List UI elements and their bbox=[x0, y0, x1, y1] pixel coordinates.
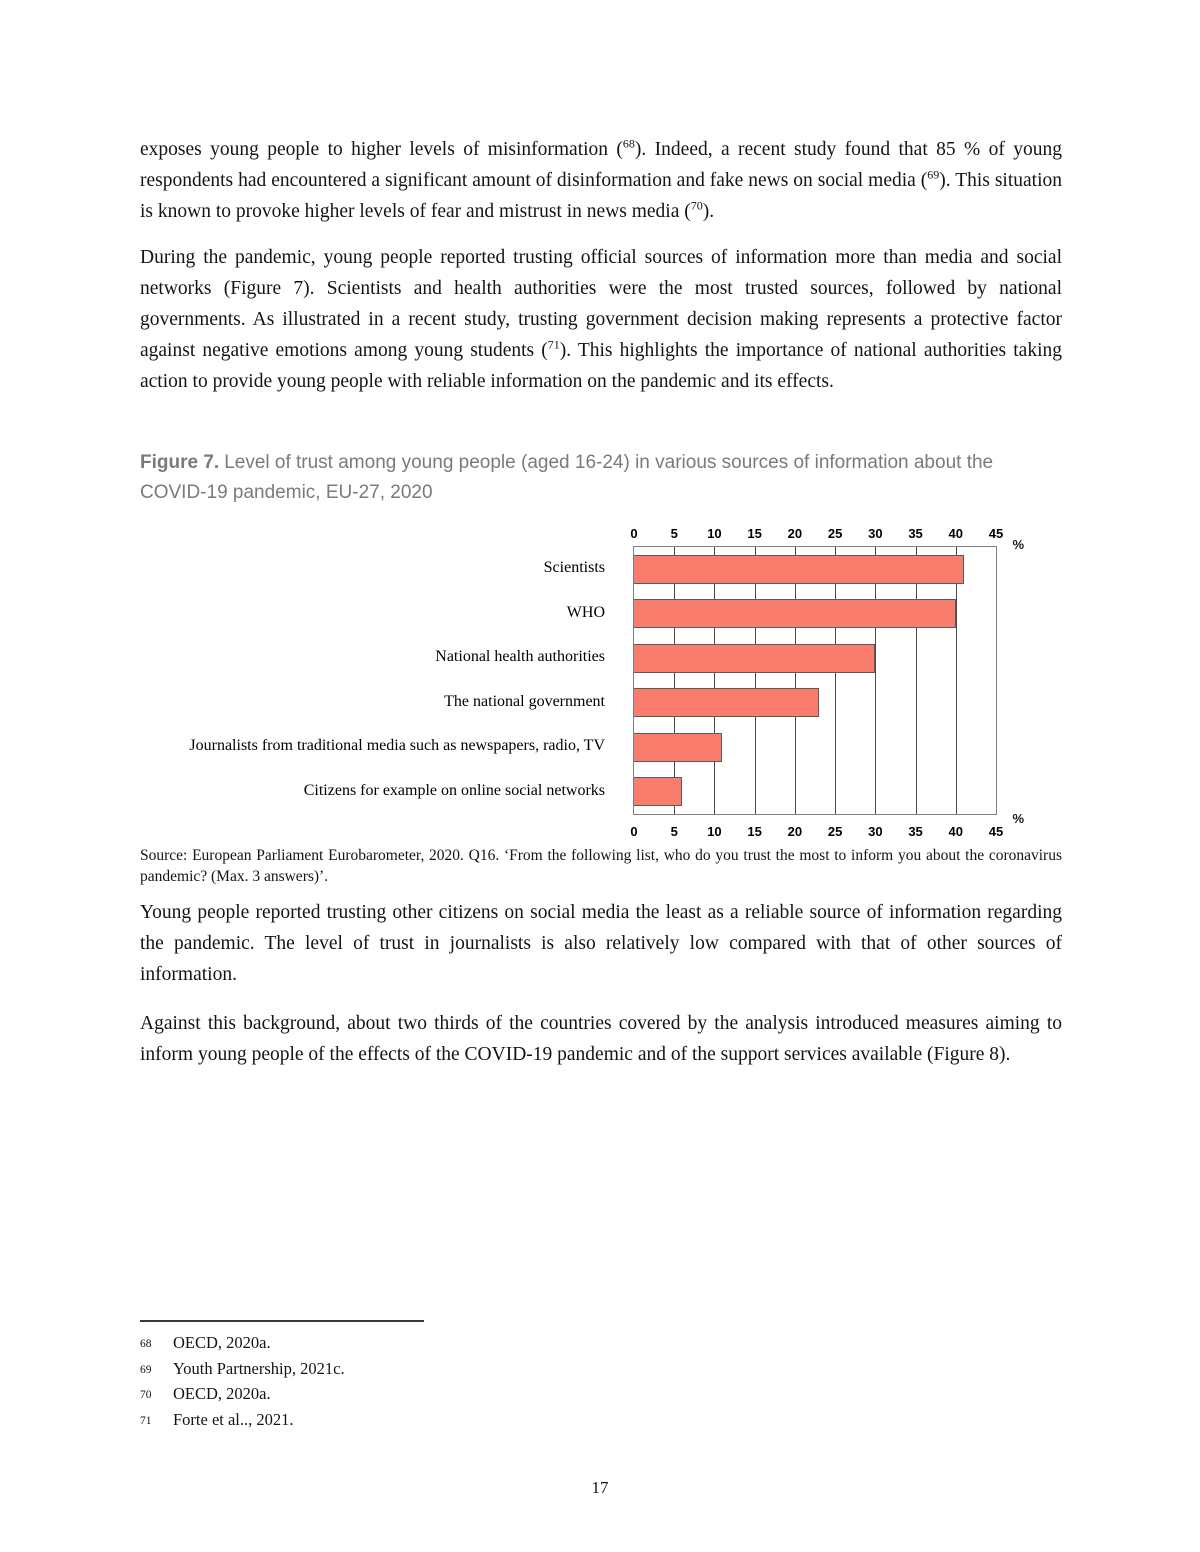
footnote-divider bbox=[140, 1320, 424, 1322]
source-note: Source: European Parliament Eurobarometer, 2020. Q16. ‘From the following list, who do you trust the most to inform you about the coronavirus pandemic? (Max. 3 answers)’. bbox=[140, 847, 1062, 885]
figure-label: Figure 7. bbox=[140, 452, 220, 473]
figure-caption bbox=[140, 448, 1062, 508]
category-label: Citizens for example on online social networks bbox=[303, 781, 605, 799]
x-tick-label: 20 bbox=[787, 526, 803, 541]
x-tick-label: 20 bbox=[787, 824, 803, 839]
x-tick-label: 5 bbox=[670, 824, 678, 839]
x-tick-label: 15 bbox=[747, 824, 762, 839]
category-label: National health authorities bbox=[435, 648, 605, 666]
x-axis-bottom bbox=[630, 815, 1004, 847]
gridline bbox=[916, 547, 917, 814]
footnotes bbox=[140, 1331, 740, 1433]
category-axis bbox=[140, 512, 633, 847]
page-number: 17 bbox=[591, 1478, 609, 1497]
footnote-reference: 70 bbox=[690, 198, 703, 213]
paragraph-misinformation: exposes young people to higher levels of misinformation ($^{68}$). Indeed, a recent study found that 85 % of young respondents had encountered a significant amount of disinformation and fake news on social media ($^{69}$). This situation is known to provoke higher levels of fear and mistrust in news media ($^{70}$). bbox=[140, 136, 1062, 222]
footnote-reference: 68 bbox=[622, 136, 635, 151]
footnote-number: 68 bbox=[140, 1338, 152, 1350]
footnote-number: 69 bbox=[140, 1363, 152, 1376]
bar-scientists bbox=[634, 555, 964, 584]
footnote-number: 70 bbox=[140, 1389, 152, 1401]
x-tick-label: 30 bbox=[868, 824, 883, 839]
x-axis-top bbox=[630, 512, 1004, 546]
plot-area bbox=[633, 546, 997, 815]
footnote bbox=[140, 1331, 740, 1357]
paragraph-measures: Against this background, about two thirds of the countries covered by the analysis introduced measures aiming to inform young people of the effects of the COVID-19 pandemic and of the support services available (Figure 8). bbox=[140, 1013, 1062, 1065]
gridline bbox=[674, 547, 675, 814]
paragraph-citizens-least: Young people reported trusting other citizens on social media the least as a reliable source of information regarding the pandemic. The level of trust in journalists is also relatively low compared with that of other sources of information. bbox=[140, 902, 1062, 985]
bar-chart-figure-7 bbox=[140, 512, 1024, 847]
footnote-text: OECD, 2020a. bbox=[173, 1384, 271, 1403]
footnote-reference: 69 bbox=[927, 167, 940, 182]
x-tick-label: 10 bbox=[707, 824, 722, 839]
x-tick-label: 45 bbox=[988, 526, 1004, 541]
x-tick-label: 0 bbox=[630, 824, 638, 839]
bar-the-national-government bbox=[634, 688, 819, 717]
x-tick-label: 15 bbox=[747, 526, 762, 541]
gridline bbox=[795, 547, 796, 814]
percent-unit-label-bottom: % bbox=[1012, 811, 1024, 826]
x-tick-label: 40 bbox=[948, 824, 963, 839]
footnote bbox=[140, 1357, 740, 1383]
paragraph-trust-sources: During the pandemic, young people reported trusting official sources of information more than media and social networks (Figure 7). Scientists and health authorities were the most trusted sources, followed by national governments. As illustrated in a recent study, trusting government decision making represents a protective factor against negative emotions among young students ($^{71}$). This highlights the importance of national authorities taking action to provide young people with reliable information on the pandemic and its effects. bbox=[140, 247, 1062, 392]
category-label: WHO bbox=[566, 603, 605, 621]
category-label: Scientists bbox=[543, 559, 605, 577]
bar-citizens-for-example bbox=[634, 777, 682, 806]
footnote-reference: 71 bbox=[547, 337, 560, 352]
footnote bbox=[140, 1382, 740, 1408]
x-tick-label: 35 bbox=[908, 824, 923, 839]
bar-journalists-from-traditional bbox=[634, 733, 722, 762]
category-label: The national government bbox=[444, 692, 605, 710]
x-tick-label: 30 bbox=[868, 526, 883, 541]
gridline bbox=[835, 547, 836, 814]
x-tick-label: 25 bbox=[827, 526, 843, 541]
x-tick-label: 0 bbox=[630, 526, 638, 541]
percent-unit-label-top: % bbox=[1012, 537, 1024, 552]
gridline bbox=[714, 547, 715, 814]
x-tick-label: 45 bbox=[988, 824, 1004, 839]
gridline bbox=[875, 547, 876, 814]
footnote-text: OECD, 2020a. bbox=[173, 1333, 271, 1352]
gridline bbox=[956, 547, 957, 814]
x-tick-label: 5 bbox=[670, 526, 678, 541]
plot-column bbox=[630, 512, 1024, 847]
category-label: Journalists from traditional media such as newspapers, radio, TV bbox=[189, 737, 605, 755]
footnote-text: Forte et al.., 2021. bbox=[173, 1409, 294, 1429]
footnote-number: 71 bbox=[140, 1414, 152, 1427]
footnote bbox=[140, 1408, 740, 1434]
bar-national-health-authorities bbox=[634, 644, 875, 673]
x-tick-label: 40 bbox=[948, 526, 963, 541]
footnote-text: Youth Partnership, 2021c. bbox=[173, 1358, 345, 1378]
gridline bbox=[755, 547, 756, 814]
figure-caption-text: Level of trust among young people (aged 16-24) in various sources of information about the COVID-19 pandemic, EU-27, 2020 bbox=[140, 452, 994, 503]
x-tick-label: 25 bbox=[827, 824, 843, 839]
bar-who bbox=[634, 599, 956, 628]
x-tick-label: 10 bbox=[707, 526, 722, 541]
x-tick-label: 35 bbox=[908, 526, 923, 541]
